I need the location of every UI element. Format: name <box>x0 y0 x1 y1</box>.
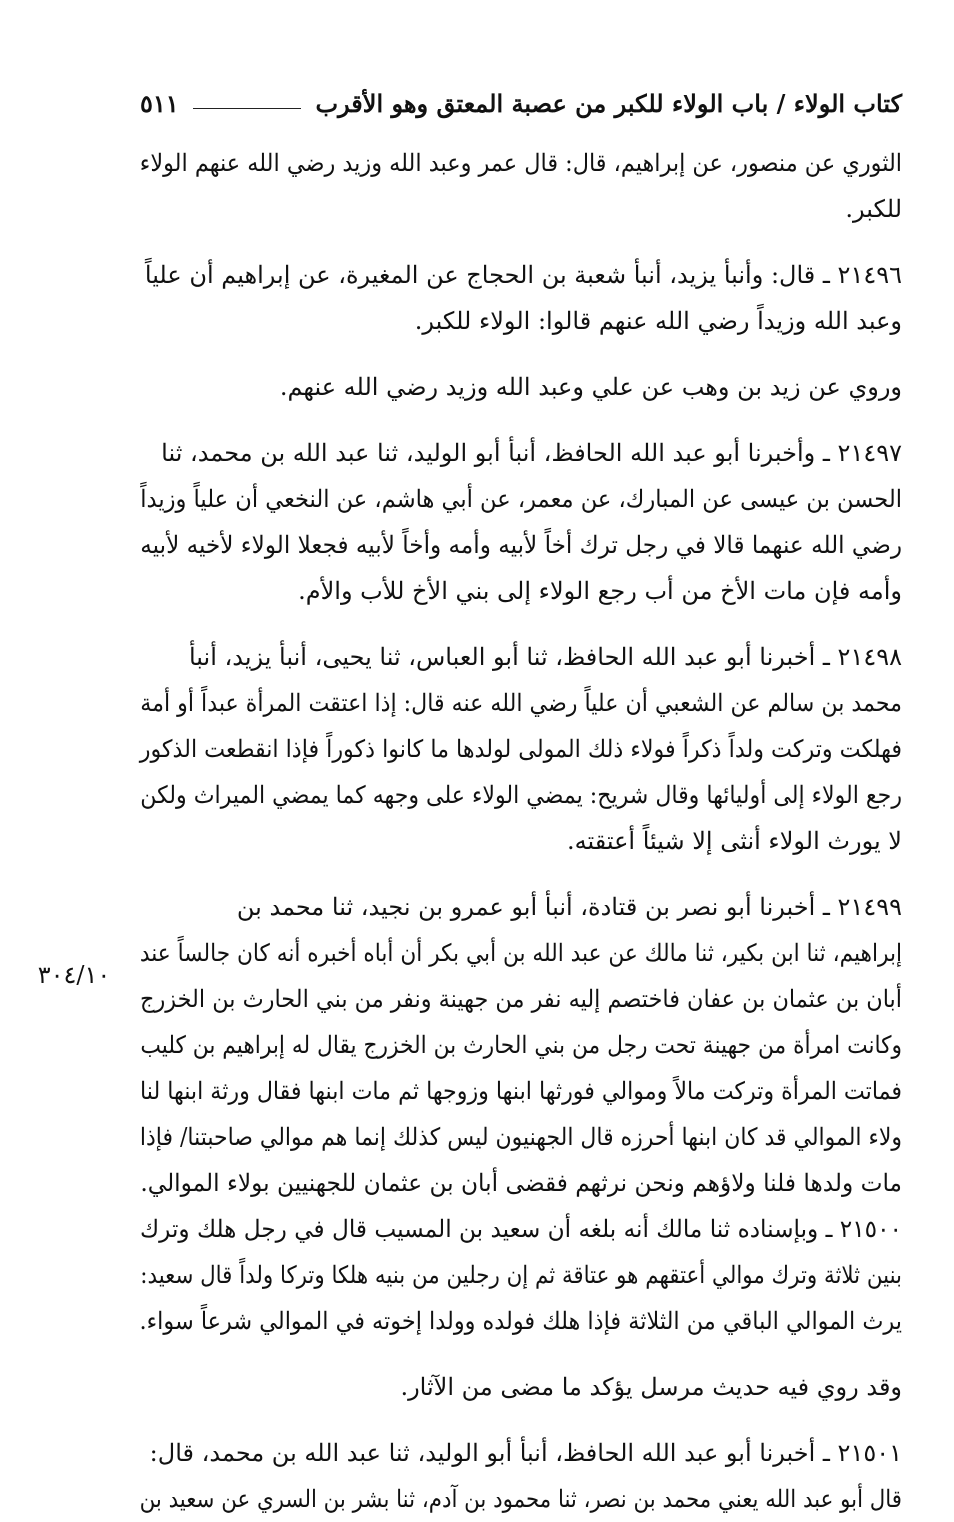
text-line: وأمه فإن مات الأخ من أب رجع الولاء إلى بني الأخ للأب والأم. <box>298 577 902 605</box>
margin-reference: ٣٠٤/١٠ <box>37 961 111 989</box>
text-line: ٢١٥٠١ ـ أخبرنا أبو عبد الله الحافظ، أنبأ أبو الوليد، ثنا عبد الله بن محمد، قال: <box>149 1439 902 1467</box>
text-line: ٢١٤٩٨ ـ أخبرنا أبو عبد الله الحافظ، ثنا أبو العباس، ثنا يحيى، أنبأ يزيد، أنبأ <box>188 643 902 671</box>
text-line: الثوري عن منصور، عن إبراهيم، قال: قال عمر وعبد الله وزيد رضي الله عنهم الولاء <box>139 149 902 177</box>
text-line: الحسن بن عيسى عن المبارك، عن معمر، عن أبي هاشم، عن النخعي أن علياً وزيداً <box>140 485 902 513</box>
text-line: فماتت المرأة وتركت مالاً وموالي فورثها ابنها وزوجها ثم مات ابنها فقال ورثة ابنها لنا <box>140 1077 902 1105</box>
page-body <box>140 140 902 1522</box>
text-line: وقد روي فيه حديث مرسل يؤكد ما مضى من الآثار. <box>400 1373 902 1401</box>
text-line: وكانت امرأة من جهينة تحت رجل من بني الحارث بن الخزرج يقال له إبراهيم بن كليب <box>140 1031 902 1059</box>
text-line: وروي عن زيد بن وهب عن علي وعبد الله وزيد رضي الله عنهم. <box>279 373 902 401</box>
running-header <box>140 82 902 126</box>
text-line: ٢١٤٩٧ ـ وأخبرنا أبو عبد الله الحافظ، أنبأ أبو الوليد، ثنا عبد الله بن محمد، ثنا <box>161 439 902 467</box>
text-line: بنين ثلاثة وترك موالي أعتقهم هو عتاقة ثم إن رجلين من بنيه هلكا وتركا ولداً قال سعيد: <box>140 1261 902 1289</box>
text-line: مات ولدها فلنا ولاؤهم ونحن نرثهم فقضى أبان بن عثمان للجهنيين بولاء الموالي. <box>140 1169 903 1197</box>
text-line: محمد بن سالم عن الشعبي أن علياً رضي الله عنه قال: إذا اعتقت المرأة عبداً أو أمة <box>140 689 903 717</box>
text-line: قال أبو عبد الله يعني محمد بن نصر، ثنا محمود بن آدم، ثنا بشر بن السري عن سعيد بن <box>139 1485 902 1513</box>
text-line: وعبد الله وزيداً رضي الله عنهم قالوا: الولاء للكبر. <box>414 307 902 335</box>
text-line: لا يورث الولاء أنثى إلا شيئاً أعتقته. <box>566 827 902 855</box>
text-line: رضي الله عنهما قالا في رجل ترك أخاً لأبيه وأمه وأخاً لأبيه فجعلا الولاء لأخيه لأبيه <box>140 531 903 559</box>
text-line: ٢١٤٩٩ ـ أخبرنا أبو نصر بن قتادة، أنبأ أبو عمرو بن نجيد، ثنا محمد بن <box>236 893 902 921</box>
text-line: يرث الموالي الباقي من الثلاثة فإذا هلك فولده وولدا إخوته في الموالي شرعاً سواء. <box>139 1307 902 1335</box>
text-line: رجع الولاء إلى أوليائها وقال شريح: يمضي الولاء على وجهه كما يمضي الميراث ولكن <box>140 781 902 809</box>
text-line: ٢١٥٠٠ ـ وبإسناده ثنا مالك أنه بلغه أن سعيد بن المسيب قال في رجل هلك وترك <box>140 1215 902 1243</box>
text-line: فهلكت وتركت ولداً ذكراً فولاء ذلك المولى لولدها ما كانوا ذكوراً فإذا انقطعت الذكور <box>139 735 902 763</box>
text-line: ٢١٤٩٦ ـ قال: وأنبأ يزيد، أنبأ شعبة بن الحجاج عن المغيرة، عن إبراهيم أن علياً <box>144 261 902 289</box>
header-title: كتاب الولاء / باب الولاء للكبر من عصبة المعتق وهو الأقرب <box>315 89 902 118</box>
text-line: للكبر. <box>845 195 902 223</box>
text-line: أبان بن عثمان بن عفان فاختصم إليه نفر من جهينة ونفر من بني الحارث بن الخزرج <box>139 985 903 1013</box>
page-number: ٥١١ <box>140 89 179 118</box>
text-line: ولاء الموالي قد كان ابنها أحرزه قال الجهنيون ليس كذلك إنما هم موالي صاحبتنا/ فإذا <box>139 1123 902 1151</box>
text-line: إبراهيم، ثنا ابن بكير، ثنا مالك عن عبد الله بن أبي بكر أن أباه أخبره أنه كان جالساً عند <box>139 939 902 967</box>
header-rule <box>193 108 302 109</box>
